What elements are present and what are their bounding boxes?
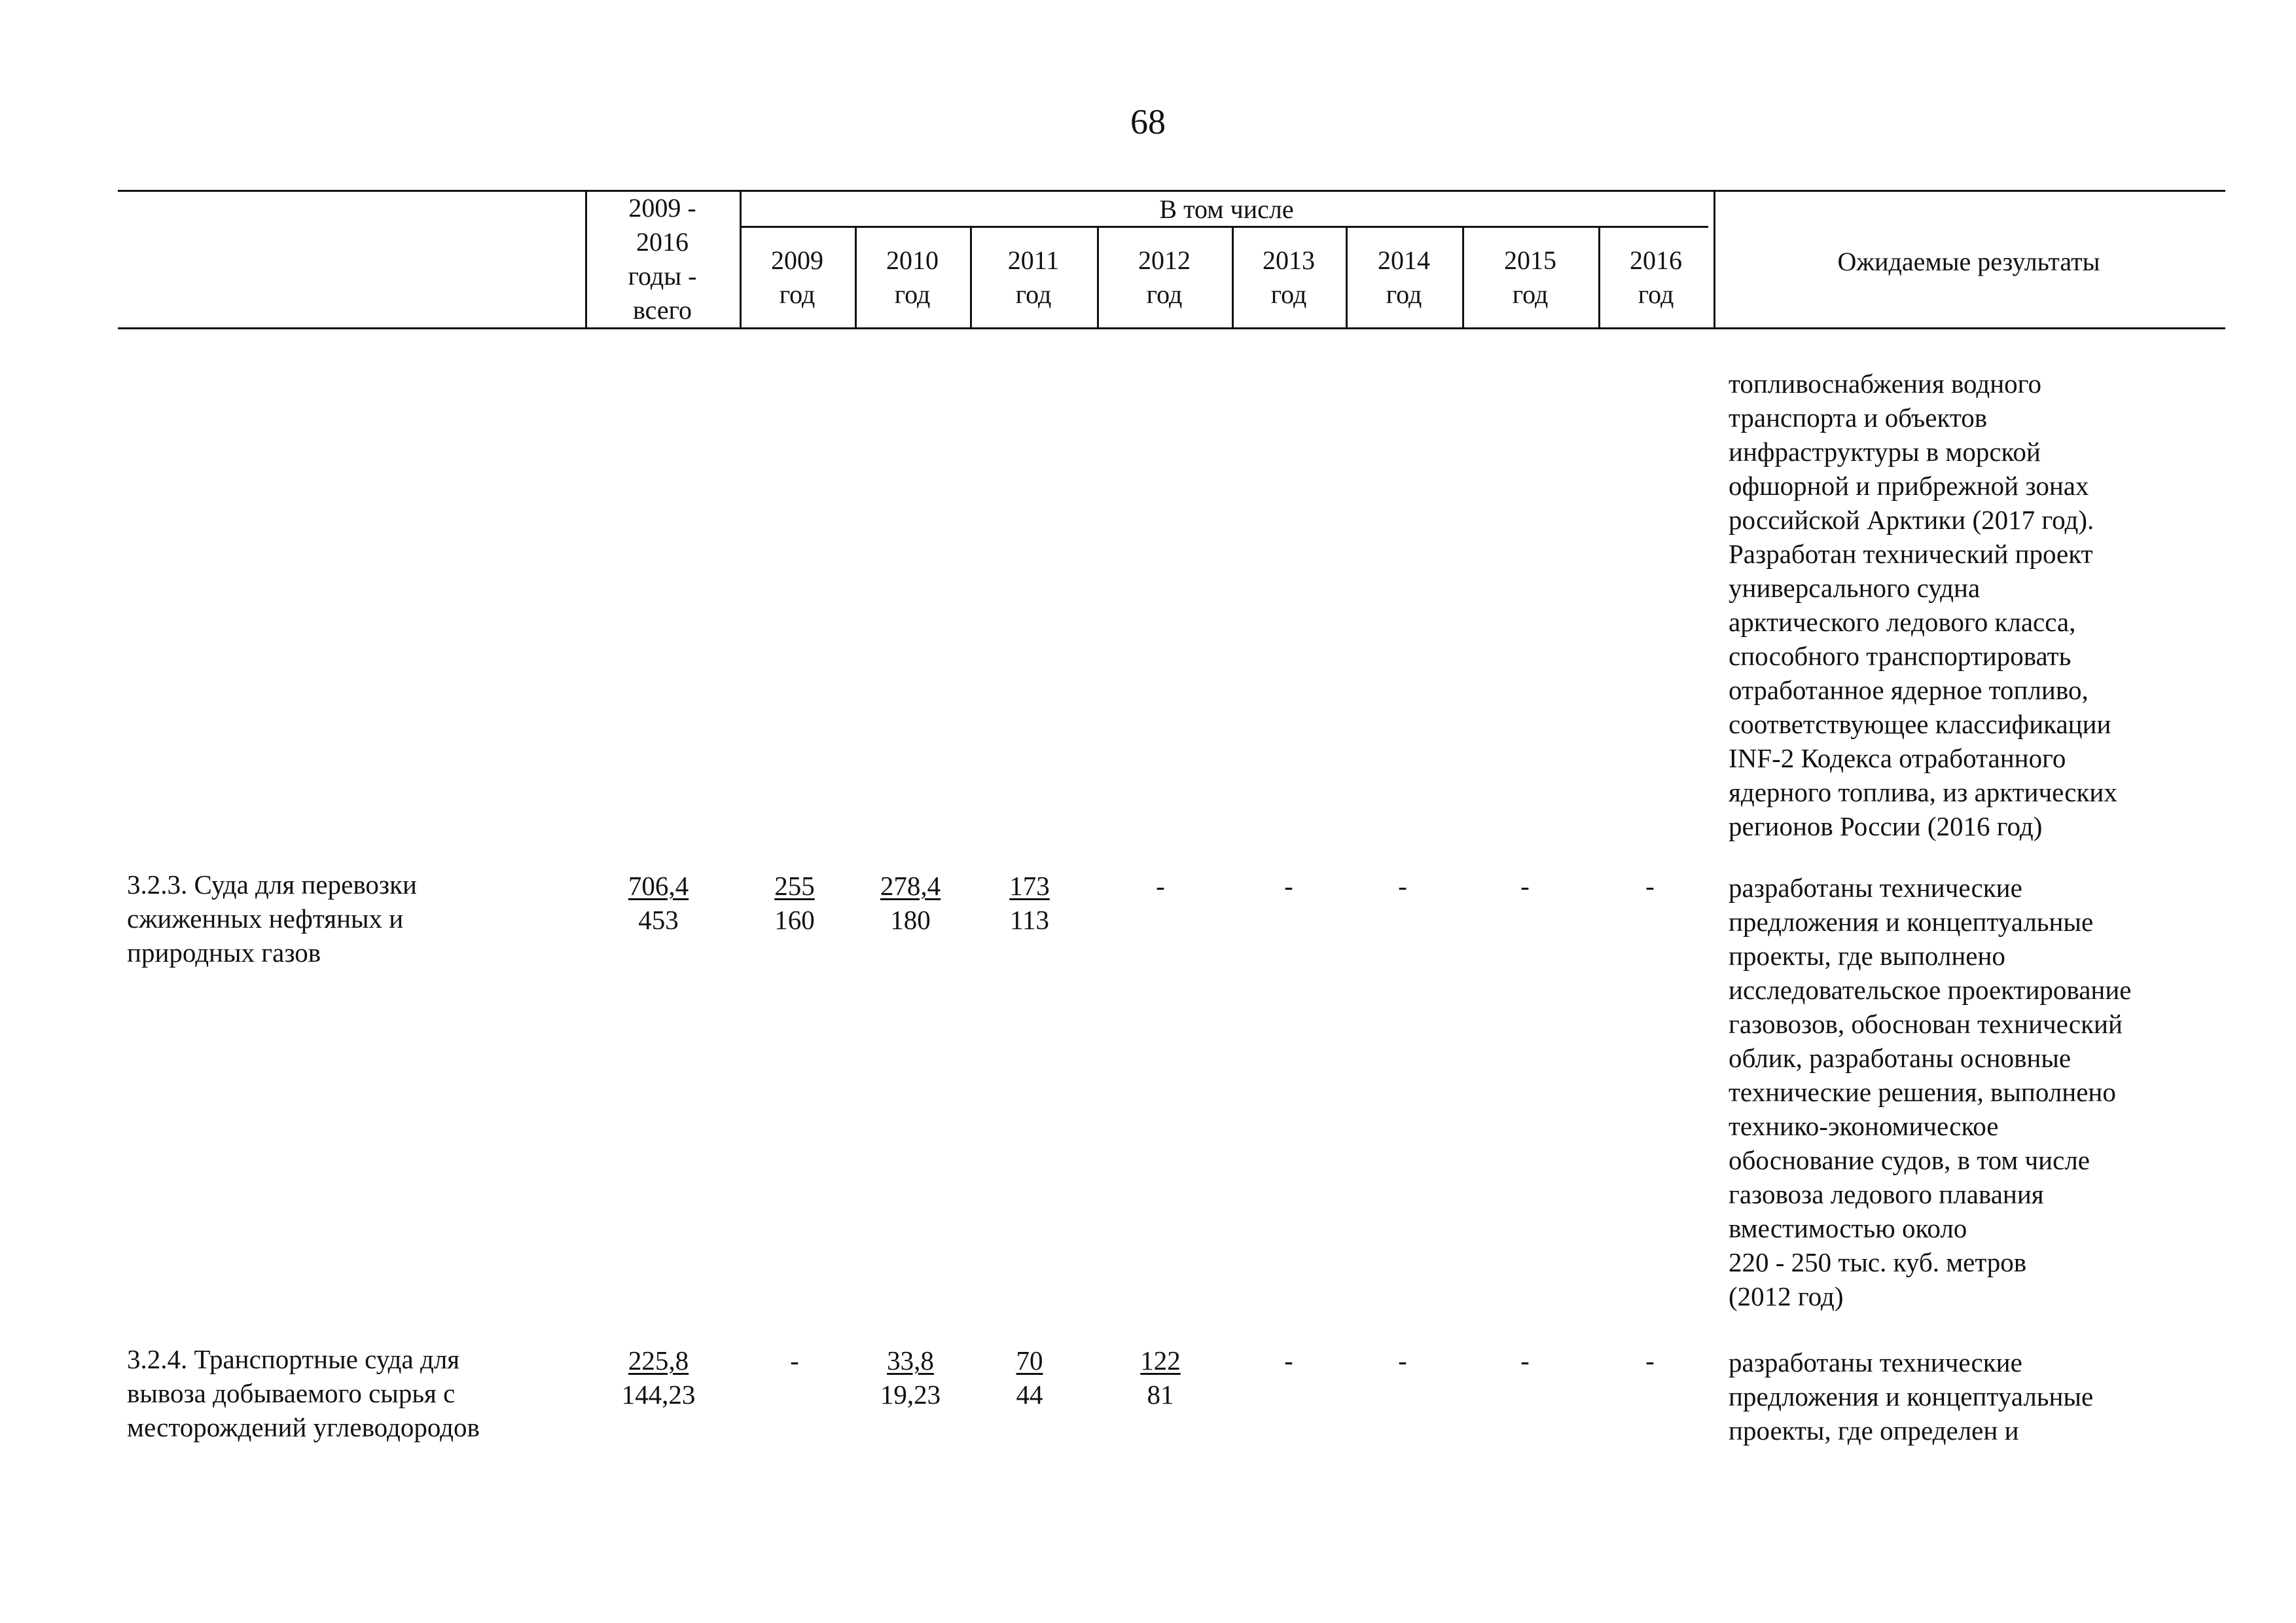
row-title-3-2-3: 3.2.3. Суда для перевозки сжиженных нефтяных и природных газов: [127, 869, 417, 968]
col-divider-2014: [1346, 226, 1348, 329]
col-divider-total: [585, 190, 587, 329]
value-2016: -: [1645, 871, 1655, 901]
col-divider-results: [1713, 190, 1715, 329]
value-2016: -: [1645, 1345, 1655, 1376]
results-continuation: топливоснабжения водного транспорта и объектов инфраструктуры в морской офшорной и прибрежной зонах российской Арктики (2017 год). Разработан технический проект универсального судна арктического ледового класса, способного транспортировать отработанное ядерное топливо, соответствующее классификации INF-2 Кодекса отработанного ядерного топлива, из арктических регионов России (2016 год): [1729, 369, 2117, 841]
header-top-rule: [118, 190, 2225, 192]
header-bottom-rule: [118, 327, 2225, 329]
col-divider-2012: [1097, 226, 1099, 329]
header-group-label: В том числе: [1159, 194, 1294, 224]
header-year-2010: 2010 год: [886, 246, 939, 309]
header-year-2015: 2015 год: [1504, 246, 1556, 309]
value-2013: -: [1284, 1345, 1293, 1376]
col-divider-2010: [855, 226, 857, 329]
value-2010: 33,8 19,23: [880, 1345, 941, 1410]
value-2015: -: [1520, 1345, 1530, 1376]
page-number: 68: [1130, 102, 1166, 141]
value-2014: -: [1398, 1345, 1407, 1376]
value-2012: -: [1156, 871, 1165, 901]
value-2014: -: [1398, 871, 1407, 901]
value-2010: 278,4 180: [880, 871, 941, 935]
value-total: 706,4 453: [628, 871, 689, 935]
header-year-2013: 2013 год: [1263, 246, 1315, 309]
header-year-2014: 2014 год: [1378, 246, 1430, 309]
col-divider-2016: [1598, 226, 1600, 329]
value-2013: -: [1284, 871, 1293, 901]
value-2012: 122 81: [1140, 1345, 1181, 1410]
value-2009: -: [790, 1345, 799, 1376]
value-2011: 173 113: [1009, 871, 1050, 935]
row-result-3-2-4: разработаны технические предложения и концептуальные проекты, где определен и: [1729, 1347, 2094, 1446]
header-year-2012: 2012 год: [1138, 246, 1191, 309]
col-divider-2015: [1462, 226, 1464, 329]
value-2011: 70 44: [1016, 1345, 1043, 1410]
value-2009: 255 160: [774, 871, 815, 935]
header-year-2011: 2011 год: [1007, 246, 1060, 309]
header-results: Ожидаемые результаты: [1837, 247, 2100, 276]
col-divider-2013: [1232, 226, 1234, 329]
value-2015: -: [1520, 871, 1530, 901]
header-year-2009: 2009 год: [771, 246, 823, 309]
row-result-3-2-3: разработаны технические предложения и концептуальные проекты, где выполнено исследовательское проектирование газовозов, обоснован технический облик, разработаны основные технические решения, выполнено технико-экономическое обоснование судов, в том числе газовоза ледового плавания вместимостью около 220 - 250 тыс. куб. метров (2012 год): [1729, 873, 2132, 1311]
col-divider-2011: [970, 226, 972, 329]
value-total: 225,8 144,23: [621, 1345, 696, 1410]
col-divider-2009: [740, 190, 742, 329]
header-year-2016: 2016 год: [1630, 246, 1682, 309]
row-title-3-2-4: 3.2.4. Транспортные суда для вывоза добываемого сырья с месторождений углеводородов: [127, 1344, 480, 1442]
header-total: 2009 - 2016 годы - всего: [628, 193, 697, 325]
